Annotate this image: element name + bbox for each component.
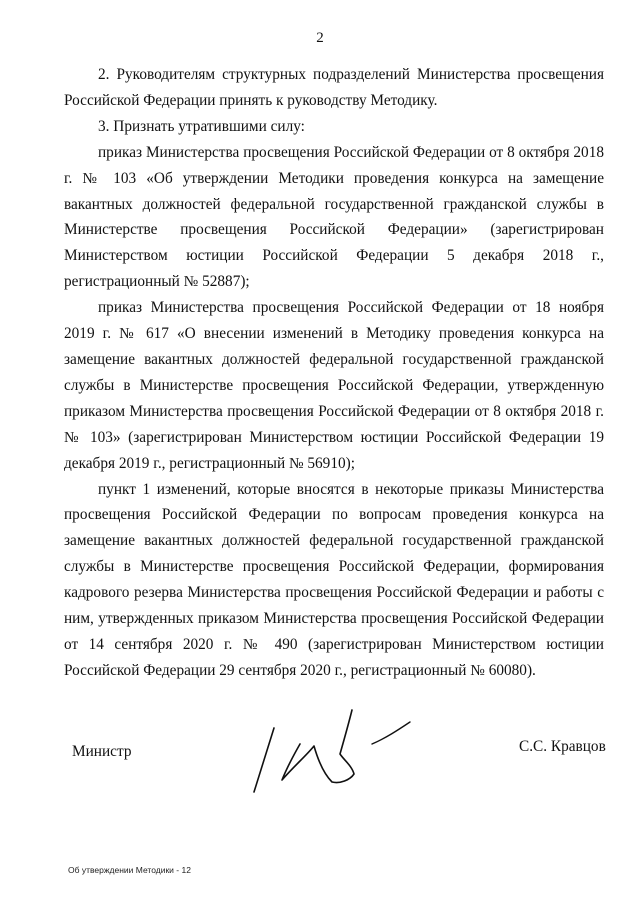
signatory-title: Министр (72, 743, 132, 760)
document-body (64, 62, 604, 684)
page-number: 2 (316, 30, 324, 46)
paragraph-item-2: 2. Руководителям структурных подразделений Министерства просвещения Российской Федерации принять к руководству Методику. (64, 66, 604, 109)
paragraph-item-3: 3. Признать утратившими силу: (98, 117, 305, 135)
signatory-name: С.С. Кравцов (519, 738, 606, 755)
repealed-order-617: приказ Министерства просвещения Российской Федерации от 18 ноября 2019 г. № 617 «О внесении изменений в Методику проведения конкурса на замещение вакантных должностей федеральной государственной гражданской службы в Министерстве просвещения Российской Федерации, утвержденную приказом Министерства просвещения Российской Федерации от 8 октября 2018 г. № 103» (зарегистрирован Министерством юстиции Российской Федерации 19 декабря 2019 г., регистрационный № 56910); (64, 299, 604, 472)
repealed-order-103: приказ Министерства просвещения Российской Федерации от 8 октября 2018 г. № 103 «Об утверждении Методики проведения конкурса на замещение вакантных должностей федеральной государственной гражданской службы в Министерстве просвещения Российской Федерации» (зарегистрирован Министерством юстиции Российской Федерации 5 декабря 2018 г., регистрационный № 52887); (64, 143, 604, 291)
handwritten-signature (248, 700, 418, 800)
footer-file-note: Об утверждении Методики - 12 (68, 865, 191, 875)
repealed-order-490-point-1: пункт 1 изменений, которые вносятся в некоторые приказы Министерства просвещения Российской Федерации по вопросам проведения конкурса на замещение вакантных должностей федеральной государственной гражданской службы в Министерстве просвещения Российской Федерации, формирования кадрового резерва Министерства просвещения Российской Федерации и работы с ним, утвержденных приказом Министерства просвещения Российской Федерации от 14 сентября 2020 г. № 490 (зарегистрирован Министерством юстиции Российской Федерации 29 сентября 2020 г., регистрационный № 60080). (64, 480, 604, 679)
